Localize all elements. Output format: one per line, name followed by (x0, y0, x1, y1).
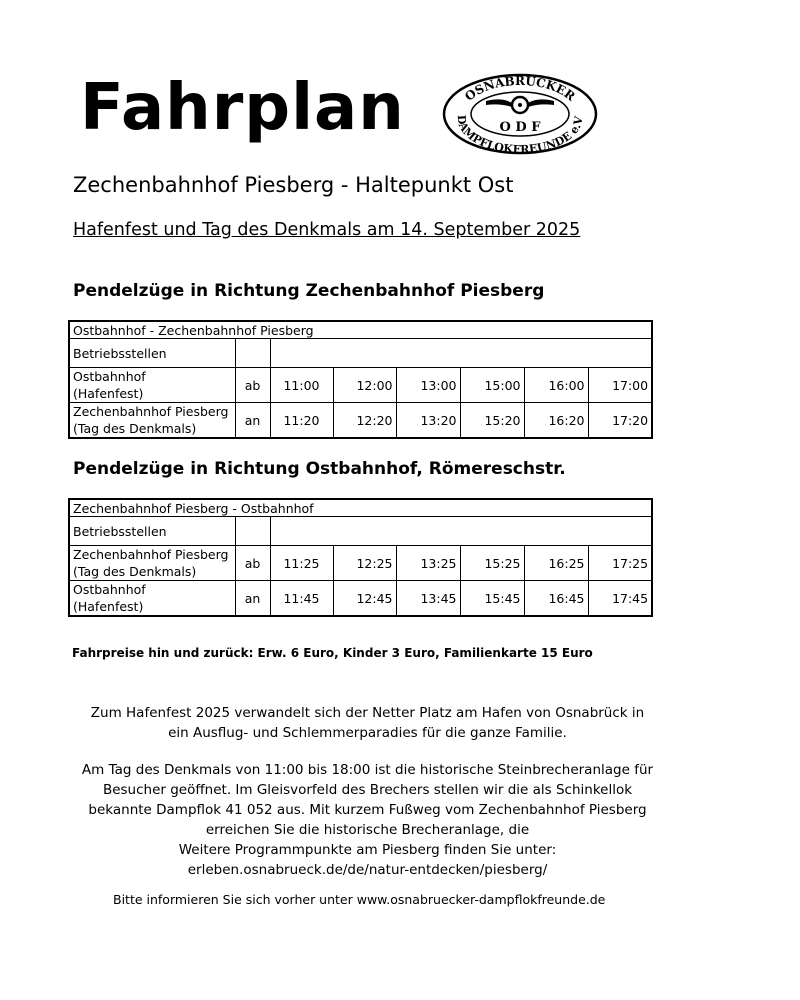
time-cell: 12:25 (333, 546, 396, 581)
time-cell: 17:25 (588, 546, 652, 581)
time-cell: 13:20 (396, 403, 460, 439)
time-cell: 17:45 (588, 581, 652, 617)
info-line: Zum Hafenfest 2025 verwandelt sich der Netter Platz am Hafen von Osnabrück in (90, 705, 645, 721)
footer-website-note: Bitte informieren Sie sich vorher unter www.osnabruecker-dampflokfreunde.de (113, 892, 606, 907)
info-line: erleben.osnabrueck.de/de/natur-entdecken/piesberg/ (187, 862, 548, 878)
hafenfest-info (80, 703, 655, 743)
time-cell: 16:45 (524, 581, 588, 617)
time-cell: 11:25 (270, 546, 333, 581)
time-cell: 16:00 (524, 368, 588, 403)
timetable-to-piesberg (68, 320, 653, 439)
time-cell: 11:45 (270, 581, 333, 617)
betriebsstellen-label: Betriebsstellen (69, 517, 235, 546)
time-cell: 12:45 (333, 581, 396, 617)
event-heading: Hafenfest und Tag des Denkmals am 14. September 2025 (73, 220, 581, 240)
info-line: Am Tag des Denkmals von 11:00 bis 18:00 ist die historische Steinbrecheranlage für (81, 762, 654, 778)
direction-cell: an (235, 581, 270, 617)
info-line: Besucher geöffnet. Im Gleisvorfeld des Brechers stellen wir die als Schinkellok (102, 782, 633, 798)
time-cell: 12:20 (333, 403, 396, 439)
info-line: Weitere Programmpunkte am Piesberg finden Sie unter: (178, 842, 557, 858)
fare-info: Fahrpreise hin und zurück: Erw. 6 Euro, Kinder 3 Euro, Familienkarte 15 Euro (72, 646, 593, 660)
direction-cell: an (235, 403, 270, 439)
time-cell: 16:20 (524, 403, 588, 439)
odf-logo (442, 73, 598, 155)
logo-bottom-text: DAMPFLOKFREUNDE e.V (454, 114, 586, 155)
info-line: ein Ausflug- und Schlemmerparadies für die ganze Familie. (168, 725, 567, 741)
time-cell: 15:00 (460, 368, 524, 403)
time-cell: 15:25 (460, 546, 524, 581)
time-cell: 13:25 (396, 546, 460, 581)
empty-cell (235, 339, 270, 368)
empty-cell (270, 517, 652, 546)
info-line: erreichen Sie die historische Brecheranlage, die (205, 822, 530, 838)
betriebsstellen-label: Betriebsstellen (69, 339, 235, 368)
time-cell: 16:25 (524, 546, 588, 581)
table-row (69, 368, 652, 403)
table-row (69, 403, 652, 439)
table-row (69, 581, 652, 617)
time-cell: 13:00 (396, 368, 460, 403)
station-cell: Zechenbahnhof Piesberg (Tag des Denkmals) (69, 546, 235, 581)
denkmal-info (80, 760, 655, 880)
station-cell: Ostbahnhof (Hafenfest) (69, 368, 235, 403)
table-title: Zechenbahnhof Piesberg - Ostbahnhof (69, 499, 652, 517)
section-heading-piesberg: Pendelzüge in Richtung Zechenbahnhof Piesberg (73, 281, 545, 301)
time-cell: 17:00 (588, 368, 652, 403)
direction-cell: ab (235, 368, 270, 403)
time-cell: 12:00 (333, 368, 396, 403)
station-cell: Ostbahnhof (Hafenfest) (69, 581, 235, 617)
time-cell: 15:20 (460, 403, 524, 439)
logo-monogram: O D F (499, 120, 541, 135)
table-title: Ostbahnhof - Zechenbahnhof Piesberg (69, 321, 652, 339)
time-cell: 13:45 (396, 581, 460, 617)
time-cell: 11:00 (270, 368, 333, 403)
timetable-to-ostbahnhof (68, 498, 653, 617)
section-heading-ostbahnhof: Pendelzüge in Richtung Ostbahnhof, Römereschstr. (73, 459, 566, 479)
empty-cell (235, 517, 270, 546)
station-cell: Zechenbahnhof Piesberg (Tag des Denkmals) (69, 403, 235, 439)
page-title: Fahrplan (80, 71, 405, 145)
info-line: bekannte Dampflok 41 052 aus. Mit kurzem Fußweg vom Zechenbahnhof Piesberg (88, 802, 647, 818)
logo-top-text: OSNABRÜCKER (462, 73, 578, 104)
time-cell: 11:20 (270, 403, 333, 439)
table-row (69, 546, 652, 581)
station-subtitle: Zechenbahnhof Piesberg - Haltepunkt Ost (73, 173, 514, 197)
direction-cell: ab (235, 546, 270, 581)
time-cell: 17:20 (588, 403, 652, 439)
empty-cell (270, 339, 652, 368)
time-cell: 15:45 (460, 581, 524, 617)
